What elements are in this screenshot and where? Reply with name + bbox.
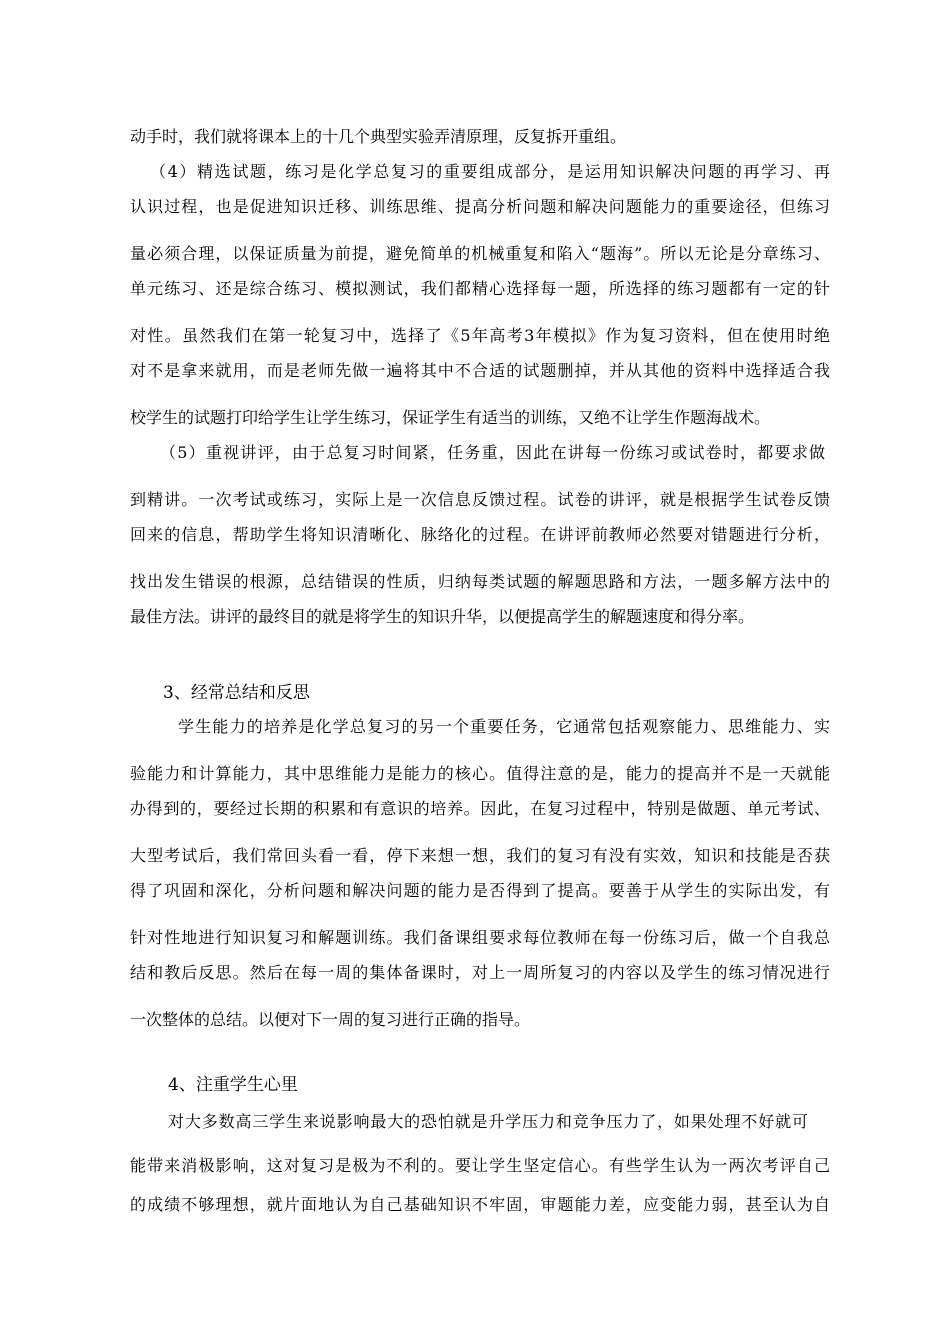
paragraph-line: 找出发生错误的根源，总结错误的性质，归纳每类试题的解题思路和方法，一题多解方法中的 (130, 572, 830, 591)
paragraph-line: （5）重视讲评，由于总复习时间紧，任务重，因此在讲每一份练习或试卷时，都要求做 (160, 443, 825, 462)
paragraph-line: 大型考试后，我们常回头看一看，停下来想一想，我们的复习有没有实效，知识和技能是否获 (130, 846, 830, 865)
paragraph-line: 量必须合理，以保证质量为前提，避免简单的机械重复和陷入“题海”。所以无论是分章练习、 (130, 244, 830, 263)
paragraph-line: 得了巩固和深化，分析问题和解决问题的能力是否得到了提高。要善于从学生的实际出发，有 (130, 881, 830, 900)
paragraph-line: 针对性地进行知识复习和解题训练。我们备课组要求每位教师在每一份练习后，做一个自我总 (130, 928, 830, 947)
paragraph-line: 一次整体的总结。以便对下一周的复习进行正确的指导。 (130, 1010, 531, 1029)
paragraph-line: 对不是拿来就用，而是老师先做一遍将其中不合适的试题删掉，并从其他的资料中选择适合我 (130, 361, 830, 380)
paragraph-line: 结和教后反思。然后在每一周的集体备课时，对上一周所复习的内容以及学生的练习情况进行 (130, 963, 830, 982)
paragraph-line: 学生能力的培养是化学总复习的另一个重要任务，它通常包括观察能力、思维能力、实 (178, 717, 830, 736)
paragraph-line: 认识过程，也是促进知识迁移、训练思维、提高分析问题和解决问题能力的重要途径，但练习 (130, 197, 830, 216)
paragraph-line: 动手时，我们就将课本上的十几个典型实验弄清原理，反复拆开重组。 (130, 127, 627, 146)
paragraph-line: 最佳方法。讲评的最终目的就是将学生的知识升华，以便提高学生的解题速度和得分率。 (130, 607, 755, 626)
paragraph-line: 单元练习、还是综合练习、模拟测试，我们都精心选择每一题，所选择的练习题都有一定的针 (130, 279, 830, 298)
paragraph-line: 回来的信息，帮助学生将知识清晰化、脉络化的过程。在讲评前教师必然要对错题进行分析， (130, 525, 830, 544)
section-heading: 4、注重学生心里 (168, 1075, 298, 1095)
paragraph-line: 办得到的，要经过长期的积累和有意识的培养。因此，在复习过程中，特别是做题、单元考试、 (130, 799, 830, 818)
paragraph-line: 验能力和计算能力，其中思维能力是能力的核心。值得注意的是，能力的提高并不是一天就能 (130, 764, 830, 783)
paragraph-line: 到精讲。一次考试或练习，实际上是一次信息反馈过程。试卷的讲评，就是根据学生试卷反馈 (130, 490, 830, 509)
paragraph-line: （4）精选试题，练习是化学总复习的重要组成部分，是运用知识解决问题的再学习、再 (150, 162, 830, 181)
paragraph-line: 能带来消极影响，这对复习是极为不利的。要让学生坚定信心。有些学生认为一两次考评自己 (130, 1156, 830, 1175)
paragraph-line: 校学生的试题打印给学生让学生练习，保证学生有适当的训练，又绝不让学生作题海战术。 (130, 408, 771, 427)
paragraph-line: 的成绩不够理想，就片面地认为自己基础知识不牢固，审题能力差，应变能力弱，甚至认为自 (130, 1195, 830, 1214)
paragraph-line: 对大多数高三学生来说影响最大的恐怕就是升学压力和竞争压力了，如果处理不好就可 (168, 1112, 808, 1131)
paragraph-line: 对性。虽然我们在第一轮复习中，选择了《5年高考3年模拟》作为复习资料，但在使用时绝 (130, 326, 830, 345)
section-heading: 3、经常总结和反思 (163, 683, 310, 703)
